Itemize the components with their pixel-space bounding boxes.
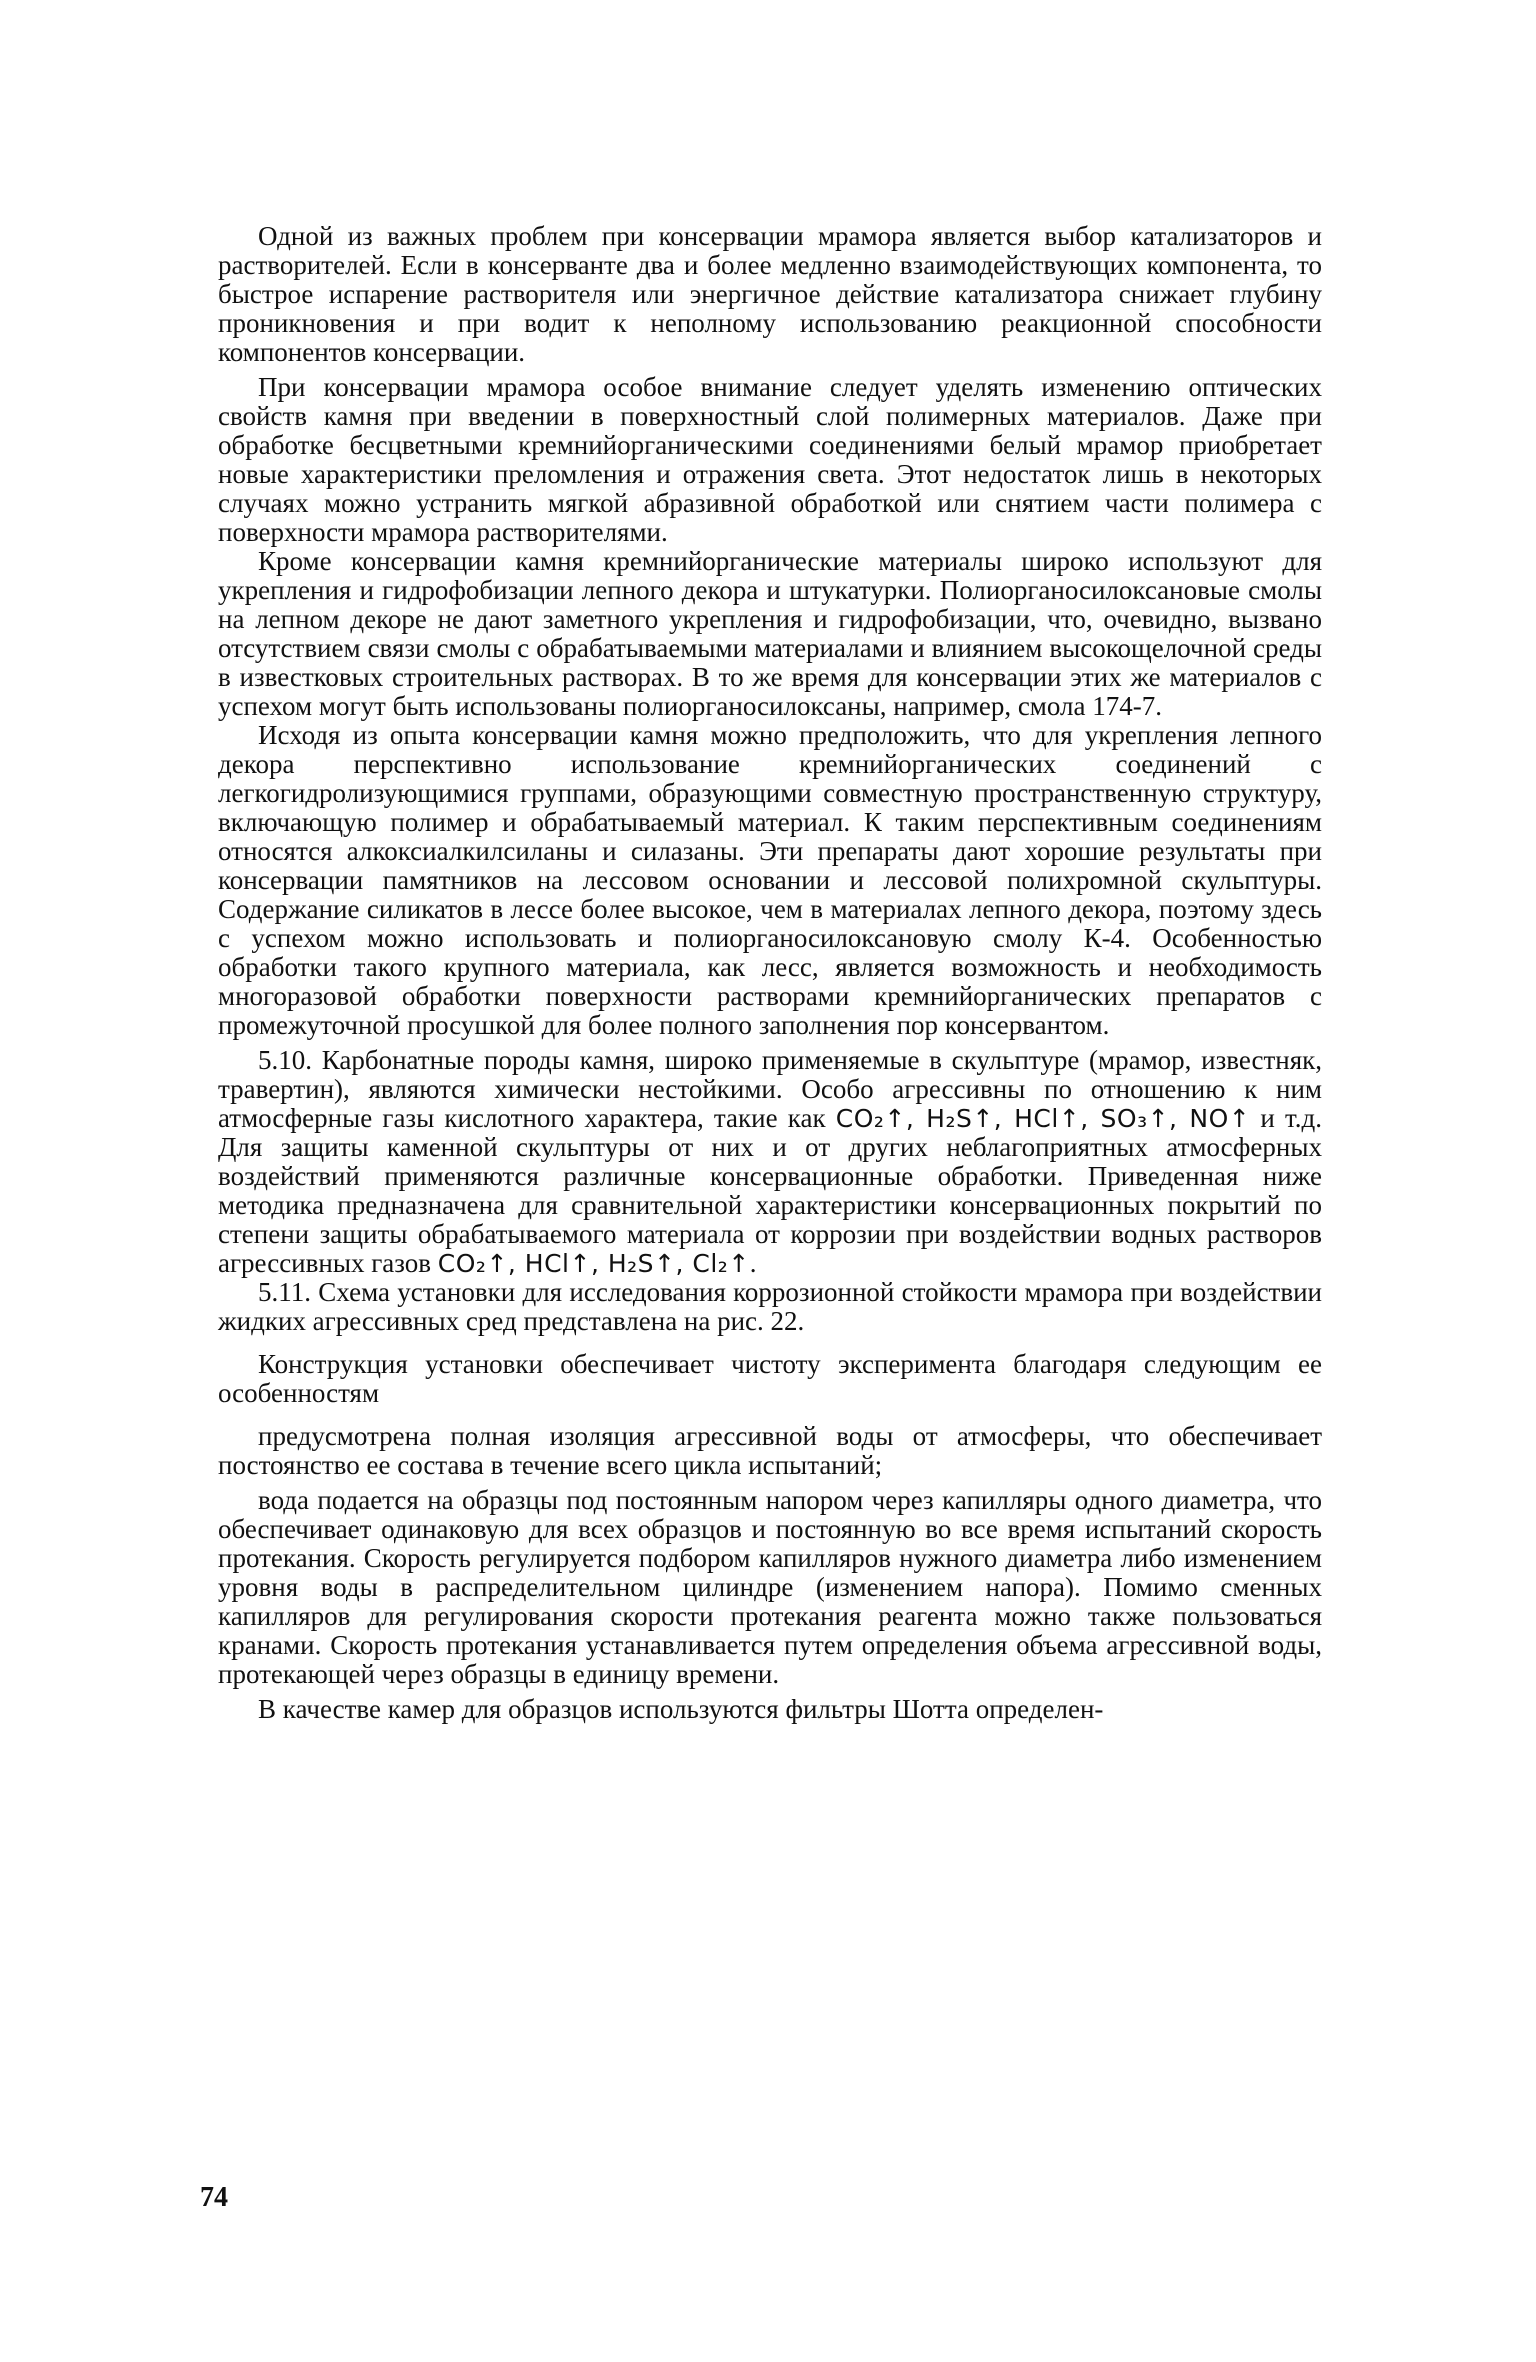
paragraph-water-supply: вода подается на образцы под постоянным напором через капилляры одного диаметра, что обеспечивает одинаковую для всех образцов и постоянную во все время испытаний скорость протекания. Скорость регулируется подбором капилляров нужного диаметра либо изменением уровня воды в распределительном цилиндре (изменением напора). Помимо сменных капилляров для регулирования скорости протекания реагента можно также пользоваться кранами. Скорость протекания устанавливается путем определения объема агрессивной воды, протекающей через образцы в единицу времени.: [218, 1485, 1322, 1689]
section-5-10-text-3: .: [749, 1248, 757, 1278]
page-number: 74: [200, 2182, 228, 2213]
aggressive-gases-formula-2: CO₂↑, HCl↑, H₂S↑, Cl₂↑: [437, 1249, 750, 1278]
aggressive-gases-formula-1: CO₂↑, H₂S↑, HCl↑, SO₃↑, NO↑: [835, 1104, 1251, 1133]
section-5-10-text-2: и т.д. Для защиты каменной скульптуры от них и от других неблагоприятных атмосферных воздействий применяются различные консервационные обработки. Приведенная ниже методика предназначена для сравнительной характеристики консервационных покрытий по степени защиты обрабатываемого материала от коррозии при воздействии водных растворов агрессивных газов: [218, 1103, 1322, 1278]
paragraph-isolation: предусмотрена полная изоляция агрессивной воды от атмосферы, что обеспечивает постоянство ее состава в течение всего цикла испытаний;: [218, 1421, 1322, 1480]
paragraph-strengthening: Исходя из опыта консервации камня можно предположить, что для укрепления лепного декора перспективно использование кремнийорганических соединений с легкогидролизующимися группами, образующими совместную пространственную структуру, включающую полимер и обрабатываемый материал. К таким перспективным соединениям относятся алкоксиалкилсиланы и силазаны. Эти препараты дают хорошие результаты при консервации памятников на лессовом основании и лессовой полихромной скульптуры. Содержание силикатов в лессе более высокое, чем в материалах лепного декора, поэтому здесь с успехом можно использовать и полиорганосилоксановую смолу К-4. Особенностью обработки такого крупного материала, как лесс, является возможность и необходимость многоразовой обработки поверхности растворами кремнийорганических препаратов с промежуточной просушкой для более полного заполнения пор консервантом.: [218, 720, 1322, 1040]
paragraph-section-5-11: 5.11. Схема установки для исследования коррозионной стойкости мрамора при воздействии жидких агрессивных сред представлена на рис. 22.: [218, 1277, 1322, 1336]
paragraph-construction: Конструкция установки обеспечивает чистоту эксперимента благодаря следующим ее особенностям: [218, 1349, 1322, 1408]
paragraph-catalysts: Одной из важных проблем при консервации мрамора является выбор катализаторов и растворителей. Если в консерванте два и более медленно взаимодействующих компонента, то быстрое испарение растворителя или энергичное действие катализатора снижает глубину проникновения и при водит к неполному использованию реакционной способности компонентов консервации.: [218, 221, 1322, 367]
paragraph-optical-properties: При консервации мрамора особое внимание следует уделять изменению оптических свойств камня при введении в поверхностный слой полимерных материалов. Даже при обработке бесцветными кремнийорганическими соединениями белый мрамор приобретает новые характеристики преломления и отражения света. Этот недостаток лишь в некоторых случаях можно устранить мягкой абразивной обработкой или снятием части полимера с поверхности мрамора растворителями.: [218, 372, 1322, 547]
section-5-10-text-1: 5.10. Карбонатные породы камня, широко применяемые в скульптуре (мрамор, известняк, травертин), являются химически нестойкими. Особо агрессивны по отношению к ним атмосферные газы кислотного характера, такие как: [218, 1045, 1322, 1133]
paragraph-section-5-10: [218, 1046, 1322, 1278]
paragraph-stucco-decor: Кроме консервации камня кремнийорганические материалы широко используют для укрепления и гидрофобизации лепного декора и штукатурки. Полиорганосилоксановые смолы на лепном декоре не дают заметного укрепления и гидрофобизации, что, очевидно, вызвано отсутствием связи смолы с обрабатываемыми материалами и влиянием высокощелочной среды в известковых строительных растворах. В то же время для консервации этих же материалов с успехом могут быть использованы полиорганосилоксаны, например, смола 174-7.: [218, 546, 1322, 721]
paragraph-sample-chambers: В качестве камер для образцов используются фильтры Шотта определен-: [258, 1694, 1104, 1724]
text-column: [218, 222, 1322, 1724]
